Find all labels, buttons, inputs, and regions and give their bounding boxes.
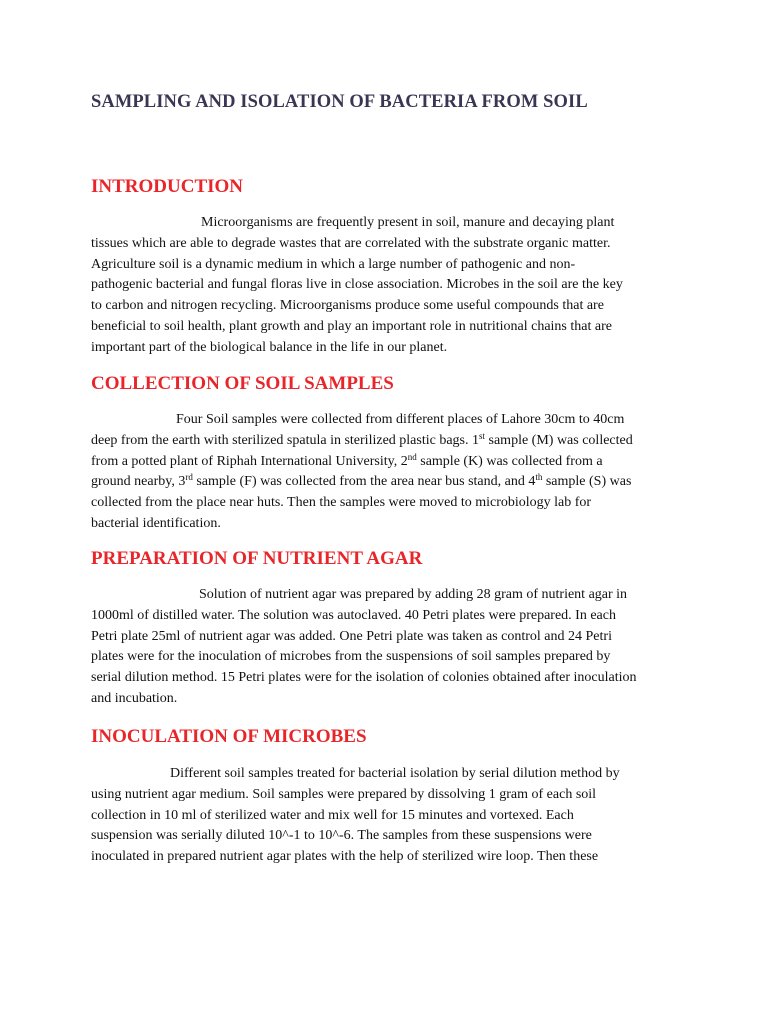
section-heading-preparation: PREPARATION OF NUTRIENT AGAR <box>91 548 423 569</box>
text-line: plates were for the inoculation of microbes from the suspensions of soil samples prepared by <box>91 649 611 665</box>
text-line: beneficial to soil health, plant growth and play an important role in nutritional chains that are <box>91 318 612 334</box>
text-line: pathogenic bacterial and fungal floras live in close association. Microbes in the soil are the key <box>91 277 623 293</box>
text-line: serial dilution method. 15 Petri plates were for the isolation of colonies obtained after inoculation <box>91 670 637 686</box>
text-line: inoculated in prepared nutrient agar plates with the help of sterilized wire loop. Then these <box>91 849 599 865</box>
section-heading-inoculation: INOCULATION OF MICROBES <box>91 726 367 747</box>
introduction-paragraph <box>91 213 691 359</box>
text-line: Microorganisms are frequently present in soil, manure and decaying plant <box>201 215 615 230</box>
preparation-paragraph <box>91 585 691 710</box>
section-heading-collection: COLLECTION OF SOIL SAMPLES <box>91 373 394 394</box>
text-line: important part of the biological balance in the life in our planet. <box>91 339 448 355</box>
text-line: deep from the earth with sterilized spatula in sterilized plastic bags. 1st sample (M) was collected <box>91 430 633 448</box>
text-line: ground nearby, 3rd sample (F) was collected from the area near bus stand, and 4th sample (S) was <box>91 472 632 490</box>
text-line: 1000ml of distilled water. The solution was autoclaved. 40 Petri plates were prepared. In each <box>91 607 616 623</box>
text-line: Agriculture soil is a dynamic medium in which a large number of pathogenic and non- <box>91 256 576 272</box>
text-line: and incubation. <box>91 690 178 706</box>
text-line: Petri plate 25ml of nutrient agar was added. One Petri plate was taken as control and 24 Petri <box>91 628 612 644</box>
section-heading-introduction: INTRODUCTION <box>91 176 244 197</box>
text-line: bacterial identification. <box>91 515 221 531</box>
text-line: Solution of nutrient agar was prepared by adding 28 gram of nutrient agar in <box>199 587 628 602</box>
text-line: Four Soil samples were collected from different places of Lahore 30cm to 40cm <box>176 412 625 427</box>
inoculation-paragraph <box>91 764 691 868</box>
text-line: to carbon and nitrogen recycling. Microorganisms produce some useful compounds that are <box>91 298 604 314</box>
text-line: suspension was serially diluted 10^-1 to 10^-6. The samples from these suspensions were <box>91 828 592 844</box>
document-title: SAMPLING AND ISOLATION OF BACTERIA FROM SOIL <box>91 92 588 112</box>
text-line: from a potted plant of Riphah International University, 2nd sample (K) was collected from a <box>91 451 603 469</box>
text-line: tissues which are able to degrade wastes that are correlated with the substrate organic matter. <box>91 235 611 251</box>
text-line: collection in 10 ml of sterilized water and mix well for 15 minutes and vortexed. Each <box>91 807 574 823</box>
text-line: collected from the place near huts. Then the samples were moved to microbiology lab for <box>91 495 592 511</box>
collection-paragraph <box>91 410 691 535</box>
text-line: Different soil samples treated for bacterial isolation by serial dilution method by <box>170 766 620 781</box>
text-line: using nutrient agar medium. Soil samples were prepared by dissolving 1 gram of each soil <box>91 786 597 802</box>
